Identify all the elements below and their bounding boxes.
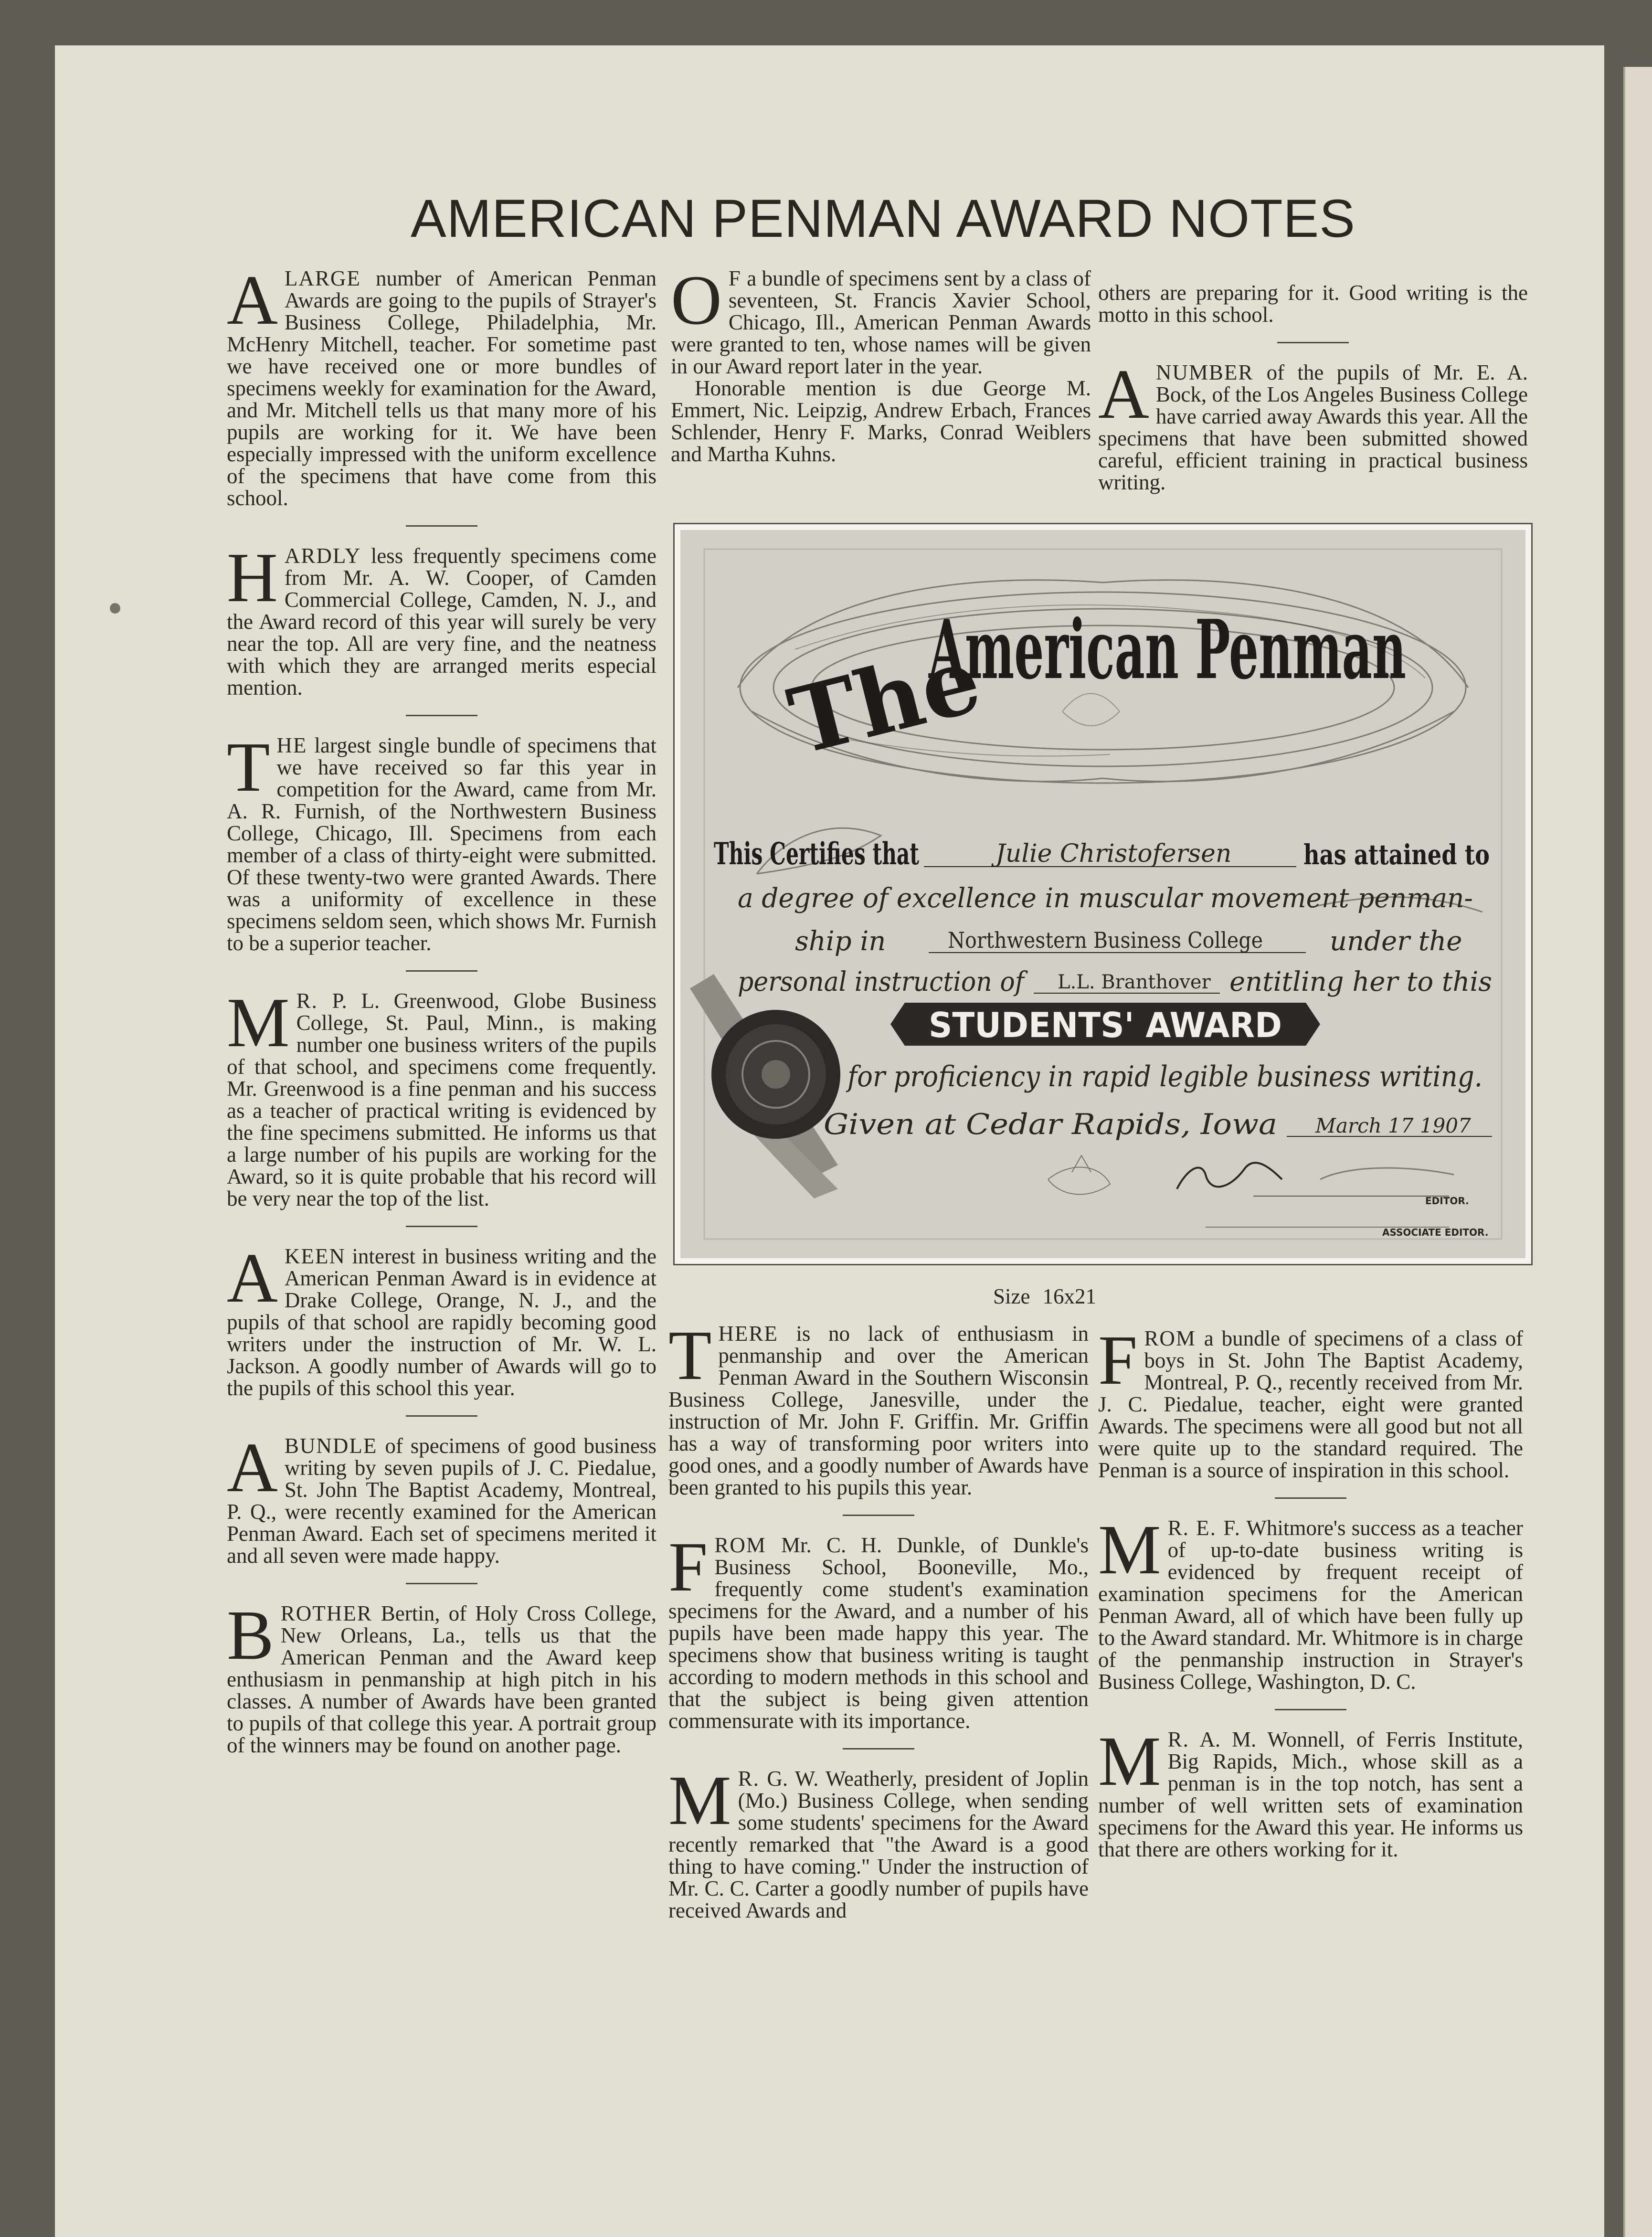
paragraph xyxy=(227,728,657,955)
lead-word: R. E. F. xyxy=(1167,1516,1241,1540)
paragraph-text: Bertin, of Holy Cross College, New Orleans, La., tells us that the American Penman and the Award keep enthusiasm in penmanship at high pitch in his classes. A number of Awards have been granted to pupils of that college this year. A portrait group of the winners may be found on another page. xyxy=(227,1601,657,1757)
divider xyxy=(1277,342,1349,343)
drop-cap: A xyxy=(227,1429,278,1507)
certificate-line: entitling her to this xyxy=(1229,966,1492,997)
binding-hole xyxy=(110,603,120,614)
certificate-line: for proficiency in rapid legible business writing. xyxy=(846,1060,1483,1093)
paragraph xyxy=(1098,1321,1523,1482)
divider xyxy=(406,1583,477,1584)
paragraph-text: of specimens of good business writing by seven pupils of J. C. Piedalue, St. John The Baptist Academy, Montreal, P. Q., were recently examined for the American Penman Award. Each set of specimens merited it and all seven were made happy. xyxy=(227,1434,657,1568)
divider xyxy=(406,715,477,716)
certificate-recipient-name: Julie Christofersen xyxy=(995,839,1232,868)
lead-word: KEEN xyxy=(284,1244,346,1268)
paragraph xyxy=(227,539,657,700)
divider xyxy=(843,1515,914,1516)
paragraph xyxy=(227,984,657,1210)
drop-cap: T xyxy=(227,728,270,806)
certificate-has-attained: has attained to xyxy=(1303,838,1490,871)
drop-cap: B xyxy=(227,1596,274,1675)
lead-word: ROM xyxy=(1144,1326,1196,1350)
divider xyxy=(1275,1497,1346,1499)
divider xyxy=(406,525,477,527)
column-right-top xyxy=(1098,282,1528,493)
lead-word: R. xyxy=(1167,1728,1189,1751)
paragraph-text: number of American Penman Awards are going to the pupils of Strayer's Business College, Philadelphia, Mr. McHenry Mitchell, teacher. For sometime past we have received one or more bundles of specimens weekly for examination for the Award, and Mr. Mitchell tells us that many more of his pupils are working for it. We have been especially impressed with the uniform excellence of the specimens that have come from this school. xyxy=(227,266,657,510)
paragraph-text: others are preparing for it. Good writing is the motto in this school. xyxy=(1098,281,1528,327)
lead-word: LARGE xyxy=(284,266,361,290)
paragraph-text: of the pupils of Mr. E. A. Bock, of the Los Angeles Business College have carried away Awards this year. All the specimens that have been submitted showed careful, efficient training in practical business writing. xyxy=(1098,360,1528,494)
paragraph xyxy=(671,261,1091,378)
divider xyxy=(1275,1709,1346,1710)
paragraph-text: largest single bundle of specimens that we have received so far this year in competition for the Award, came from Mr. A. R. Furnish, of the Northwestern Business College, Chicago, Ill. Specimens from each member of a class of thirty-eight were submitted. Of these twenty-two were granted Awards. There was a uniformity of excellence in these specimens seldom seen, which shows Mr. Furnish to be a superior teacher. xyxy=(227,733,657,955)
paragraph xyxy=(1098,355,1528,494)
paragraph-text: interest in business writing and the American Penman Award is in evidence at Drake College, Orange, N. J., and the pupils of that school are rapidly becoming good writers under the instruction of Mr. W. L. Jackson. A goodly number of Awards will go to the pupils of this school this year. xyxy=(227,1244,657,1400)
drop-cap: A xyxy=(227,1239,278,1317)
drop-cap: A xyxy=(1098,355,1149,434)
certificate-heading: American Penman xyxy=(928,602,1406,698)
lead-word: ARDLY xyxy=(284,544,361,568)
certificate-line: personal instruction of xyxy=(738,966,1028,997)
divider xyxy=(406,1226,477,1227)
certificate-date: March 17 1907 xyxy=(1315,1114,1471,1137)
drop-cap: H xyxy=(227,539,278,617)
paragraph xyxy=(671,377,1091,465)
certificate-line: ship in xyxy=(795,926,886,957)
paragraph-text: is no lack of enthusiasm in penmanship and over the American Penman Award in the Southern Wisconsin Business College, Janesville, under the instruction of Mr. John F. Griffin. Mr. Griffin has a way of transforming poor writers into good ones, and a goodly number of Awards have been granted to his pupils this year. xyxy=(668,1322,1089,1499)
drop-cap: M xyxy=(1098,1511,1161,1589)
certificate-heading-the: The xyxy=(779,626,991,775)
lead-word: R. xyxy=(296,989,318,1013)
students-award-certificate xyxy=(680,530,1525,1258)
certificate-line: a degree of excellence in muscular movement penman- xyxy=(738,883,1473,914)
paragraph-text: a bundle of specimens of a class of boys in St. John The Baptist Academy, Montreal, P. Q., recently received from Mr. J. C. Piedalue, teacher, eight were granted Awards. The specimens were all good but not all were quite up to the standard required. The Penman is a source of inspiration in this school. xyxy=(1098,1326,1523,1482)
certificate-teacher: L.L. Branthover xyxy=(1058,971,1211,993)
divider xyxy=(843,1748,914,1749)
paragraph xyxy=(227,1429,657,1568)
lead-word: ROTHER xyxy=(280,1601,372,1625)
certificate-associate-label: ASSOCIATE EDITOR. xyxy=(1382,1227,1489,1238)
divider xyxy=(406,970,477,972)
lead-word: F xyxy=(728,266,741,290)
lead-word: HE xyxy=(276,733,307,757)
drop-cap: M xyxy=(1098,1722,1161,1801)
award-ribbon xyxy=(890,1003,1320,1046)
column-middle-bottom xyxy=(668,1316,1089,1922)
certificate-school: Northwestern Business College xyxy=(948,927,1263,953)
paragraph xyxy=(668,1316,1089,1499)
paragraph-text: less frequently specimens come from Mr. A. W. Cooper, of Camden Commercial College, Camden, N. J., and the Award record of this year will surely be very near the top. All are very fine, and the neatness with which they are arranged merits especial mention. xyxy=(227,544,657,700)
drop-cap: F xyxy=(668,1528,708,1606)
paragraph-text: Whitmore's success as a teacher of up-to-date business writing is evidenced by frequent receipt of examination specimens for the American Penman Award, all of which have been fully up to the Award standard. Mr. Whitmore is in charge of the penmanship instruction in Strayer's Business College, Washington, D. C. xyxy=(1098,1516,1523,1694)
image-size-caption xyxy=(993,1284,1203,1308)
lead-word: R. xyxy=(738,1767,760,1791)
column-middle-top xyxy=(671,261,1091,466)
paragraph-text: G. W. Weatherly, president of Joplin (Mo.) Business College, when sending some students' specimens for the Award recently remarked that "the Award is a good thing to have coming." Under the instruction of Mr. C. C. Carter a goodly number of pupils have received Awards and xyxy=(668,1767,1089,1922)
lead-word: ROM xyxy=(714,1533,766,1557)
ribbon-text: STUDENTS' AWARD xyxy=(929,1005,1282,1045)
lead-word: HERE xyxy=(718,1322,778,1346)
divider xyxy=(406,1415,477,1417)
page-title: AMERICAN PENMAN AWARD NOTES xyxy=(411,189,1355,248)
certificate-line: under the xyxy=(1330,926,1462,957)
paragraph-text: Mr. C. H. Dunkle, of Dunkle's Business School, Booneville, Mo., frequently come student's examination specimens for the Award, and a number of his pupils have been made happy this year. The specimens show that business writing is taught according to modern methods in this school and that the subject is being given attention commensurate with its importance. xyxy=(668,1533,1089,1733)
paragraph xyxy=(1098,282,1528,326)
column-right-bottom xyxy=(1098,1321,1523,1861)
certificate-line: Given at Cedar Rapids, Iowa xyxy=(824,1108,1277,1141)
drop-cap: M xyxy=(227,984,290,1062)
paragraph-text: P. L. Greenwood, Globe Business College, St. Paul, Minn., is making number one business writers of the pupils of that school, and specimens come frequently. Mr. Greenwood is a fine penman and his success as a teacher of practical writing is evidenced by the fine specimens submitted. He informs us that a large number of his pupils are working for the Award, so it is quite probable that his record will be very near the top of the list. xyxy=(227,989,657,1210)
paragraph xyxy=(1098,1511,1523,1694)
paragraph xyxy=(668,1528,1089,1733)
lead-word: BUNDLE xyxy=(284,1434,378,1458)
paragraph-text: Honorable mention is due George M. Emmert, Nic. Leipzig, Andrew Erbach, Frances Schlender, Henry F. Marks, Conrad Weiblers and Martha Kuhns. xyxy=(671,376,1091,466)
certificate-this-certifies: This Certifies that xyxy=(714,836,920,872)
drop-cap: F xyxy=(1098,1321,1138,1399)
lead-word: NUMBER xyxy=(1155,360,1254,384)
column-left xyxy=(227,261,657,1757)
drop-cap: O xyxy=(671,261,722,339)
certificate-editor-label: EDITOR. xyxy=(1425,1195,1469,1207)
size-label: Size xyxy=(993,1284,1030,1308)
size-value: 16x21 xyxy=(1042,1284,1096,1308)
paragraph-text: a bundle of specimens sent by a class of seventeen, St. Francis Xavier School, Chicago, Ill., American Penman Awards were granted to ten, whose names will be given in our Award report later in the year. xyxy=(671,266,1091,378)
drop-cap: T xyxy=(668,1316,712,1395)
paragraph xyxy=(668,1761,1089,1922)
drop-cap: A xyxy=(227,261,278,339)
paragraph xyxy=(227,1239,657,1400)
paragraph-text: A. M. Wonnell, of Ferris Institute, Big Rapids, Mich., whose skill as a penman is in the top notch, has sent a number of well written sets of examination specimens for the Award this year. He informs us that there are others working for it. xyxy=(1098,1728,1523,1861)
paragraph xyxy=(227,1596,657,1757)
paragraph xyxy=(1098,1722,1523,1861)
paragraph xyxy=(227,261,657,510)
drop-cap: M xyxy=(668,1761,731,1840)
facing-page-edge xyxy=(1623,67,1652,2237)
